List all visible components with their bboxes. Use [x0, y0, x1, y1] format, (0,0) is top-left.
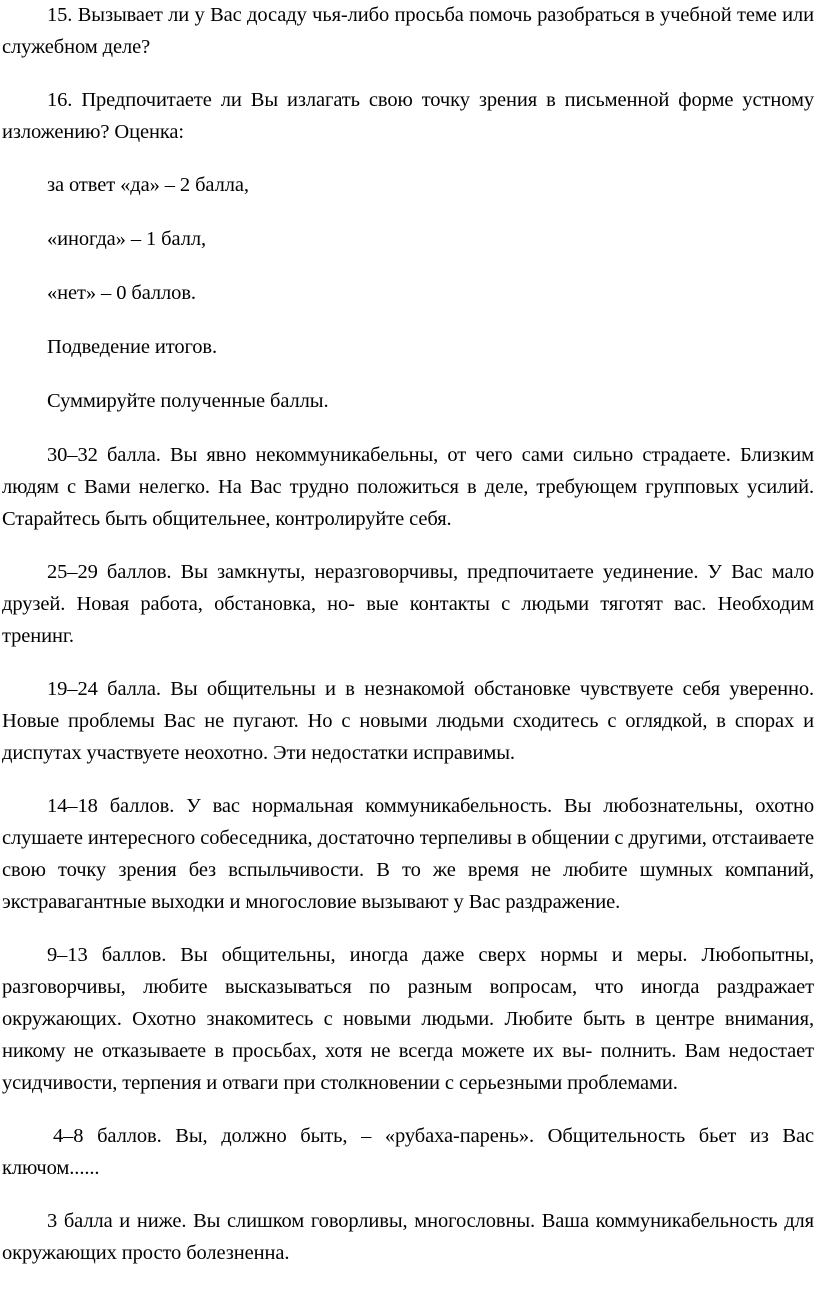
result-4-8: 4–8 баллов. Вы, должно быть, – «рубаха-парень». Общительность бьет из Вас ключом......: [2, 1125, 814, 1179]
question-16: 16. Предпочитаете ли Вы излагать свою точку зрения в письменной форме устному изложению? Оценка:: [2, 89, 814, 143]
result-3-and-below: 3 балла и ниже. Вы слишком говорливы, многословны. Ваша коммуникабельность для окружающих просто болезненна.: [2, 1210, 814, 1264]
result-25-29: 25–29 баллов. Вы замкнуты, неразговорчивы, предпочитаете уединение. У Вас мало друзей. Новая работа, обстановка, но- вые контакты с людьми тяготят вас. Необходим тренинг.: [2, 561, 814, 647]
score-sometimes: «иногда» – 1 балл,: [47, 228, 206, 250]
summary-heading: Подведение итогов.: [47, 336, 218, 358]
document-page: [2, 0, 814, 1290]
score-yes: за ответ «да» – 2 балла,: [47, 174, 249, 196]
score-no: «нет» – 0 баллов.: [47, 282, 196, 304]
question-15: 15. Вызывает ли у Вас досаду чья-либо просьба помочь разобраться в учебной теме или служебном деле?: [2, 4, 814, 58]
result-9-13: 9–13 баллов. Вы общительны, иногда даже сверх нормы и меры. Любопытны, разговорчивы, любите высказываться по разным вопросам, что иногда раздражает окружающих. Охотно знакомитесь с новыми людьми. Любите быть в центре внимания, никому не отказываете в просьбах, хотя не всегда можете их вы- полнить. Вам недостает усидчивости, терпения и отваги при столкновении с серьезными проблемами.: [2, 944, 814, 1094]
result-30-32: 30–32 балла. Вы явно некоммуникабельны, от чего сами сильно страдаете. Близким людям с Вами нелегко. На Вас трудно положиться в деле, требующем групповых усилий. Старайтесь быть общительнее, контролируйте себя.: [2, 444, 814, 530]
summary-instruction: Суммируйте полученные баллы.: [47, 390, 329, 412]
result-14-18: 14–18 баллов. У вас нормальная коммуникабельность. Вы любознательны, охотно слушаете интересного собеседника, достаточно терпеливы в общении с другими, отстаиваете свою точку зрения без вспыльчивости. В то же время не любите шумных компаний, экстравагантные выходки и многословие вызывают у Вас раздражение.: [2, 795, 814, 913]
result-19-24: 19–24 балла. Вы общительны и в незнакомой обстановке чувствуете себя уверенно. Новые проблемы Вас не пугают. Но с новыми людьми сходитесь с оглядкой, в спорах и диспутах участвуете неохотно. Эти недостатки исправимы.: [2, 678, 814, 764]
